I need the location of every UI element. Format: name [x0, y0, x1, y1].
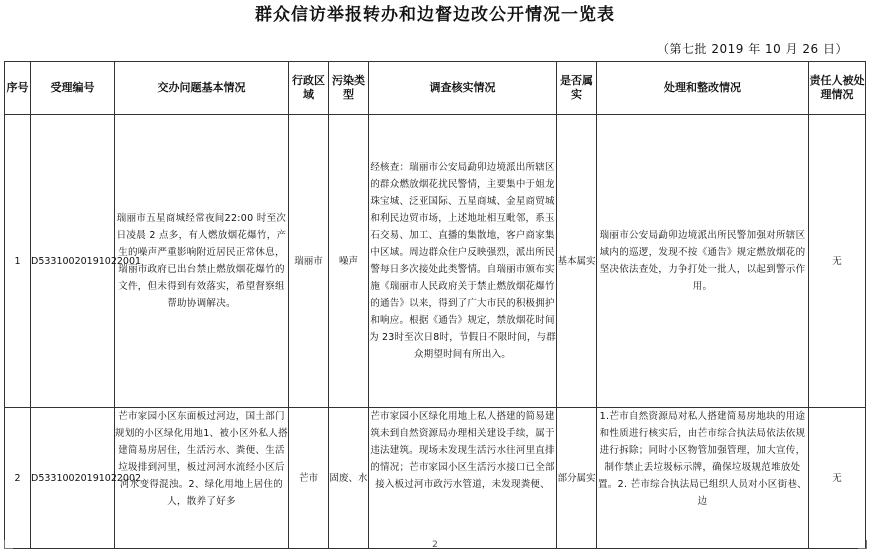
header-code: 受理编号 — [31, 62, 115, 115]
header-problem: 交办问题基本情况 — [115, 62, 289, 115]
page-number: 2 — [432, 540, 438, 550]
page-title: 群众信访举报转办和边督边改公开情况一览表 — [255, 5, 615, 25]
cell-pollution: 固废、水 — [329, 408, 369, 549]
cell-seq: 2 — [5, 408, 31, 549]
header-investigation: 调查核实情况 — [369, 62, 557, 115]
cell-verified: 部分属实 — [557, 408, 597, 549]
cell-investigation: 芒市家园小区绿化用地上私人搭建的简易建筑未到自然资源局办理相关建设手续，属于违法建筑。现场未发现生活污水往河里直排的情况；芒市家园小区生活污水接口已全部接入板过河市政污水管道，未发现粪便、 — [370, 411, 555, 490]
corner-mark-left — [4, 540, 13, 549]
header-verified: 是否属实 — [557, 62, 597, 115]
header-accountability: 责任人被处理情况 — [809, 62, 866, 115]
cell-seq: 1 — [5, 115, 31, 408]
cell-handling: 1.芒市自然资源局对私人搭建简易房地块的用途和性质进行核实后，由芒市综合执法局依法依规进行拆除；同时小区物管加强管理，加大宣传，制作禁止丢垃圾标示牌，确保垃圾规范堆放处置。2. 芒市综合执法局已组织人员对小区街巷、边 — [598, 411, 807, 507]
cell-code: D53310020191022001 — [31, 115, 115, 408]
cell-problem: 芒市家园小区东面板过河边，国土部门规划的小区绿化用地1、被小区外私人搭建简易房居住，生活污水、粪便、生活垃圾排到河里，板过河河水流经小区后河水变得混浊。2、绿化用地上居住的人，散养了好多 — [115, 411, 288, 507]
header-seq: 序号 — [5, 62, 31, 115]
header-handling: 处理和整改情况 — [597, 62, 809, 115]
batch-date-subtitle: （第七批 2019 年 10 月 26 日） — [657, 42, 848, 56]
table-row — [5, 115, 866, 408]
cell-handling: 瑞丽市公安局勐卯边境派出所民警加强对所辖区域内的巡逻，发现不按《通告》规定燃放烟花的坚决依法查处，力争打处一批人，以起到警示作用。 — [597, 115, 809, 408]
header-row — [5, 62, 866, 115]
cell-problem: 瑞丽市五星商城经常夜间22:00 时至次日凌晨 2 点多，有人燃放烟花爆竹，产生的噪声严重影响附近居民正常休息，瑞丽市政府已出台禁止燃放烟花爆竹的文件，但未得到有效落实，希望督察组帮助协调解决。 — [115, 115, 289, 408]
cell-region: 芒市 — [289, 408, 329, 549]
cell-verified: 基本属实 — [557, 115, 597, 408]
cell-region: 瑞丽市 — [289, 115, 329, 408]
cell-accountability: 无 — [809, 408, 866, 549]
table-row — [5, 408, 866, 549]
cell-code: D53310020191022002 — [31, 408, 115, 549]
cell-accountability: 无 — [809, 115, 866, 408]
header-region: 行政区域 — [289, 62, 329, 115]
petition-table — [4, 61, 866, 549]
header-pollution: 污染类型 — [329, 62, 369, 115]
corner-mark-right — [858, 540, 867, 549]
cell-investigation: 经核查：瑞丽市公安局勐卯边境派出所辖区的群众燃放烟花扰民警情，主要集中于姐龙珠宝城、泛亚国际、五星商城、金星商贸城和利民边贸市场，上述地址相互毗邻，系玉石交易、加工、直播的集散地，客户商家集中区域。周边群众住户反映强烈，派出所民警每日多次接处此类警情。自瑞丽市颁布实施《瑞丽市人民政府关于禁止燃放烟花爆竹的通告》以来，得到了广大市民的积极拥护和响应。根据《通告》规定，禁放烟花时间为 23时至次日8时，节假日不限时间，与群众期望时间有所出入。 — [369, 115, 557, 408]
cell-pollution: 噪声 — [329, 115, 369, 408]
